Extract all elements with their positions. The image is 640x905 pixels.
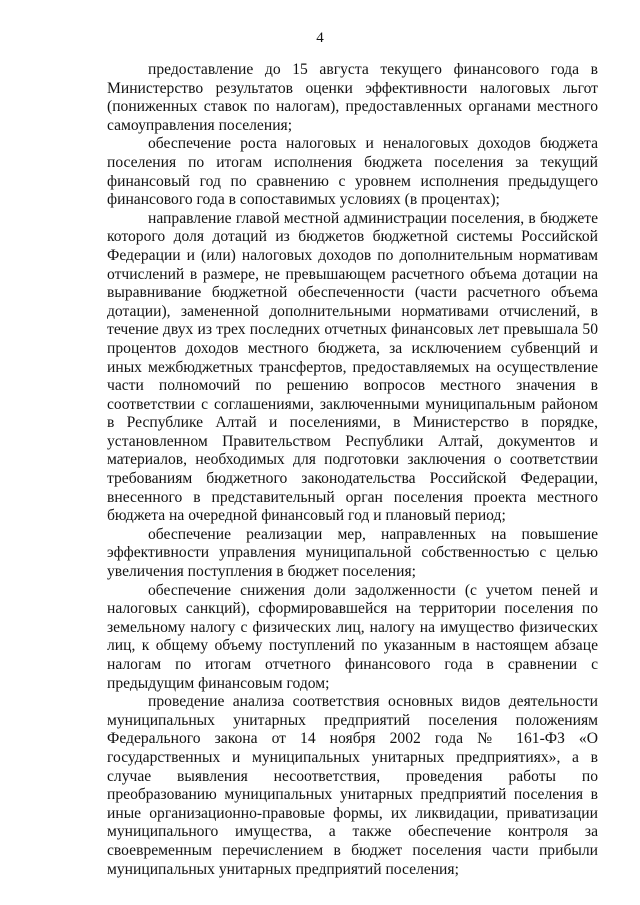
paragraph-unitary-enterprises-analysis: проведение анализа соответствия основных видов деятельности муниципальных унитарных предприятий поселения положениям Федерального закона от 14 ноября 2002 года № 161-ФЗ «О государственных и муниципальных унитарных предприятиях», а в случае выявления несоответствия, проведения работы по преобразованию муниципальных унитарных предприятий поселения в иные организационно-правовые формы, их ликвидации, приватизации муниципального имущества, а также обеспечение контроля за своевременным перечислением в бюджет поселения части прибыли муниципальных унитарных предприятий поселения; [107,693,598,878]
page-number: 4 [316,30,324,46]
paragraph-municipal-property-management: обеспечение реализации мер, направленных на повышение эффективности управления муниципальной собственностью с целью увеличения поступления в бюджет поселения; [107,525,598,581]
paragraph-revenue-growth: обеспечение роста налоговых и неналоговых доходов бюджета поселения по итогам исполнения бюджета поселения за текущий финансовый год по сравнению с уровнем исполнения предыдущего финансового года в сопоставимых условиях (в процентах); [107,135,598,209]
document-body [107,61,598,879]
paragraph-tax-benefits-report: предоставление до 15 августа текущего финансового года в Министерство результатов оценки эффективности налоговых льгот (пониженных ставок по налогам), предоставленных органами местного самоуправления поселения; [107,61,598,134]
paragraph-debt-reduction: обеспечение снижения доли задолженности (с учетом пеней и налоговых санкций), сформировавшейся на территории поселения по земельному налогу с физических лиц, налогу на имущество физических лиц, к общему объему поступлений по указанным в настоящем абзаце налогам по итогам отчетного финансового года в сравнении с предыдущим финансовым годом; [107,581,598,692]
paragraph-budget-documents-submission: направление главой местной администрации поселения, в бюджете которого доля дотаций из бюджетов бюджетной системы Российской Федерации и (или) налоговых доходов по дополнительным нормативам отчислений в размере, не превышающем расчетного объема дотации на выравнивание бюджетной обеспеченности (части расчетного объема дотации), замененной дополнительными нормативами отчислений, в течение двух из трех последних отчетных финансовых лет превышала 50 процентов доходов местного бюджета, за исключением субвенций и иных межбюджетных трансфертов, предоставляемых на осуществление части полномочий по решению вопросов местного значения в соответствии с соглашениями, заключенными муниципальным районом в Республике Алтай и поселениями, в Министерство в порядке, установленном Правительством Республики Алтай, документов и материалов, необходимых для подготовки заключения о соответствии требованиям бюджетного законодательства Российской Федерации, внесенного в представительный орган поселения проекта местного бюджета на очередной финансовый год и плановый период; [107,209,598,525]
